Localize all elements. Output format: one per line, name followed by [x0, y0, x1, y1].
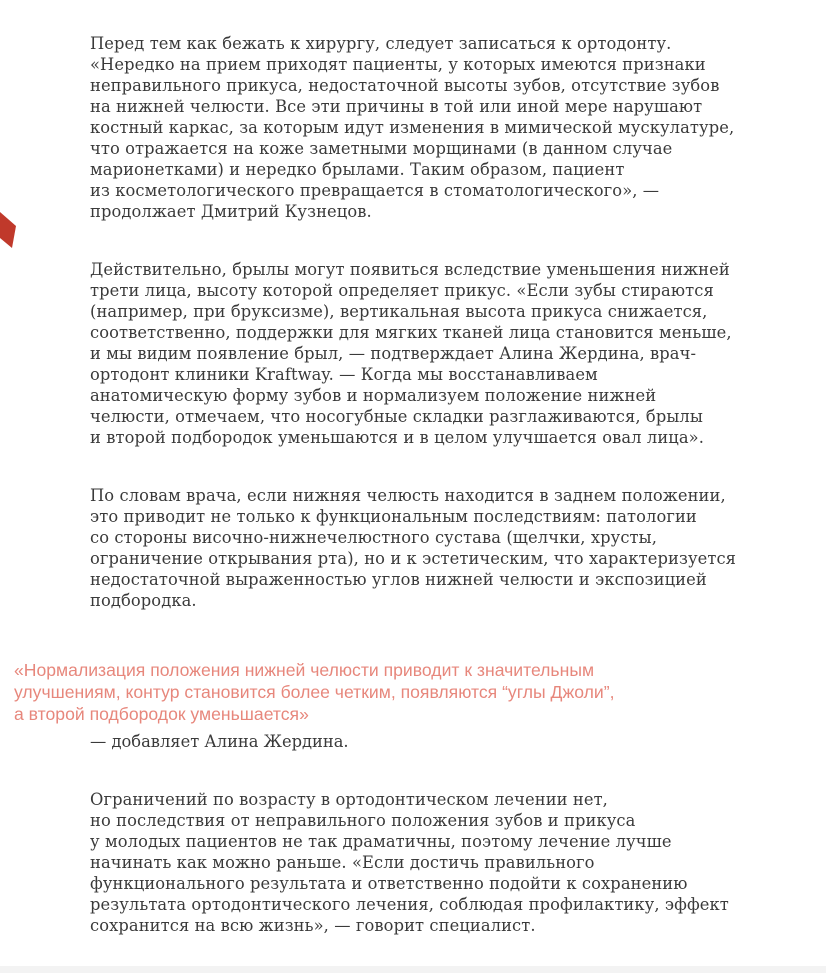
pull-quote-line: «Нормализация положения нижней челюсти приводит к значительным	[14, 660, 595, 680]
paragraph-1	[90, 33, 734, 222]
paragraph-line: продолжает Дмитрий Кузнецов.	[90, 202, 372, 221]
paragraph-line: недостаточной выраженностью углов нижней челюсти и экспозицией	[90, 570, 707, 589]
paragraph-line: анатомическую форму зубов и нормализуем положение нижней	[90, 386, 657, 405]
paragraph-3	[90, 485, 736, 611]
paragraph-line: (например, при бруксизме), вертикальная высота прикуса снижается,	[90, 302, 708, 321]
paragraph-line: и мы видим появление брыл, — подтверждает Алина Жердина, врач-	[90, 344, 697, 363]
pull-quote	[14, 659, 614, 725]
paragraph-line: костный каркас, за которым идут изменения в мимической мускулатуре,	[90, 118, 735, 137]
paragraph-line: Действительно, брылы могут появиться вследствие уменьшения нижней	[90, 260, 730, 279]
paragraph-line: из косметологического превращается в стоматологического», —	[90, 181, 660, 200]
bottom-divider	[0, 966, 826, 973]
paragraph-line: По словам врача, если нижняя челюсть находится в заднем положении,	[90, 486, 726, 505]
paragraph-line: функционального результата и ответственно подойти к сохранению	[90, 874, 688, 893]
paragraph-line: трети лица, высоту которой определяет прикус. «Если зубы стираются	[90, 281, 714, 300]
paragraph-line: со стороны височно-нижнечелюстного сустава (щелчки, хрусты,	[90, 528, 657, 547]
pull-quote-line: а второй подбородок уменьшается»	[14, 704, 309, 724]
paragraph-line: соответственно, поддержки для мягких тканей лица становится меньше,	[90, 323, 732, 342]
paragraph-line: это приводит не только к функциональным последствиям: патологии	[90, 507, 697, 526]
paragraph-line: «Нередко на прием приходят пациенты, у которых имеются признаки	[90, 55, 706, 74]
paragraph-2	[90, 259, 732, 448]
pull-quote-line: улучшениям, контур становится более четким, появляются “углы Джоли”,	[14, 682, 615, 702]
paragraph-4	[90, 789, 729, 936]
paragraph-line: Перед тем как бежать к хирургу, следует записаться к ортодонту.	[90, 34, 672, 53]
paragraph-line: у молодых пациентов не так драматичны, поэтому лечение лучше	[90, 832, 672, 851]
paragraph-line: подбородка.	[90, 591, 197, 610]
paragraph-line: марионетками) и нередко брылами. Таким образом, пациент	[90, 160, 625, 179]
paragraph-line: что отражается на коже заметными морщинами (в данном случае	[90, 139, 673, 158]
paragraph-line: но последствия от неправильного положения зубов и прикуса	[90, 811, 636, 830]
paragraph-line: начинать как можно раньше. «Если достичь правильного	[90, 853, 595, 872]
paragraph-line: неправильного прикуса, недостаточной высоты зубов, отсутствие зубов	[90, 76, 720, 95]
paragraph-line: сохранится на всю жизнь», — говорит специалист.	[90, 916, 536, 935]
paragraph-line: ограничение открывания рта), но и к эстетическим, что характеризуется	[90, 549, 737, 568]
paragraph-line: ортодонт клиники Kraftway. — Когда мы восстанавливаем	[90, 365, 598, 384]
paragraph-line: на нижней челюсти. Все эти причины в той или иной мере нарушают	[90, 97, 703, 116]
paragraph-line: и второй подбородок уменьшаются и в целом улучшается овал лица».	[90, 428, 704, 447]
arrow-pointer-icon	[0, 212, 16, 248]
paragraph-line: челюсти, отмечаем, что носогубные складки разглаживаются, брылы	[90, 407, 703, 426]
paragraph-line: Ограничений по возрасту в ортодонтическом лечении нет,	[90, 790, 608, 809]
paragraph-line: результата ортодонтического лечения, соблюдая профилактику, эффект	[90, 895, 729, 914]
quote-attribution: — добавляет Алина Жердина.	[90, 732, 349, 751]
